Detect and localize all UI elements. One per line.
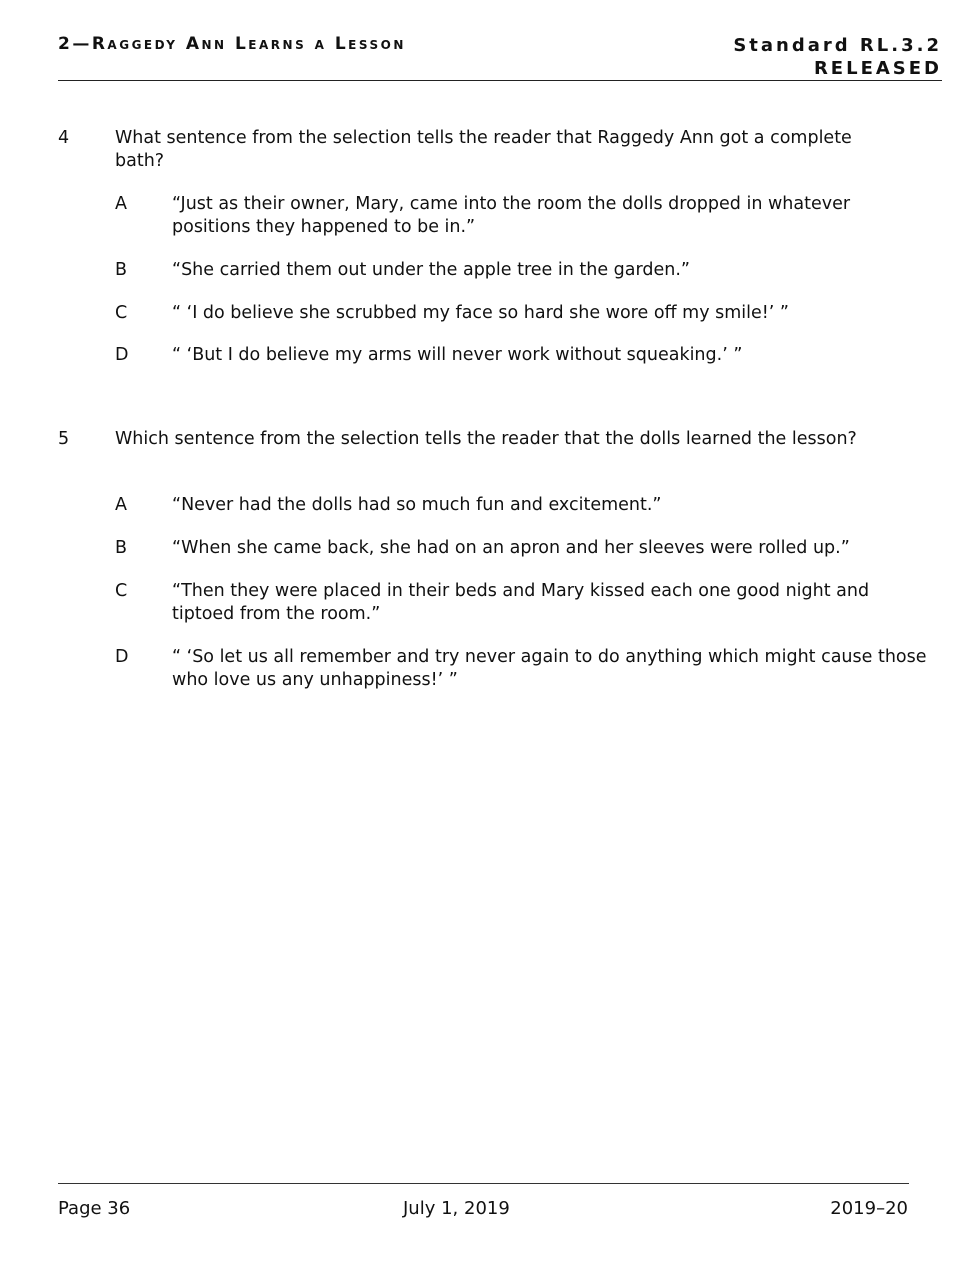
release-date: July 1, 2019 bbox=[403, 1198, 510, 1219]
option-letter: B bbox=[115, 260, 128, 280]
option-letter: D bbox=[115, 647, 129, 667]
standard-label: Standard RL.3.2 bbox=[733, 35, 942, 56]
option-letter: A bbox=[115, 495, 127, 515]
option-text: “ ‘But I do believe my arms will never work without squeaking.’ ” bbox=[172, 345, 743, 365]
question-number: 4 bbox=[58, 128, 70, 148]
option-letter: D bbox=[115, 345, 129, 365]
page-header bbox=[58, 34, 942, 81]
option-text: “ ‘So let us all remember and try never again to do anything which might cause those who love us any unhappiness!’ ” bbox=[172, 647, 927, 690]
option-letter: A bbox=[115, 194, 127, 214]
selection-name: Raggedy Ann Learns a Lesson bbox=[91, 34, 406, 54]
selection-number: 2— bbox=[58, 34, 92, 54]
option-text: “She carried them out under the apple tree in the garden.” bbox=[172, 260, 690, 280]
option-letter: C bbox=[115, 581, 128, 601]
option-letter: B bbox=[115, 538, 128, 558]
footer-divider bbox=[58, 1183, 909, 1184]
option-text: “ ‘I do believe she scrubbed my face so hard she wore off my smile!’ ” bbox=[172, 303, 789, 323]
option-text: “Never had the dolls had so much fun and excitement.” bbox=[172, 495, 662, 515]
question-stem: Which sentence from the selection tells the reader that the dolls learned the lesson? bbox=[115, 429, 857, 449]
school-year: 2019–20 bbox=[830, 1198, 908, 1219]
question-number: 5 bbox=[58, 429, 70, 449]
selection-title bbox=[58, 34, 406, 54]
option-letter: C bbox=[115, 303, 128, 323]
standard-block bbox=[733, 34, 942, 80]
option-text: “When she came back, she had on an apron and her sleeves were rolled up.” bbox=[172, 538, 850, 558]
option-text: “Just as their owner, Mary, came into the room the dolls dropped in whatever positions they happened to be in.” bbox=[172, 194, 851, 237]
released-label: RELEASED bbox=[813, 58, 942, 79]
option-text: “Then they were placed in their beds and Mary kissed each one good night and tiptoed from the room.” bbox=[172, 581, 870, 624]
question-stem: What sentence from the selection tells the reader that Raggedy Ann got a complete bath? bbox=[115, 128, 852, 171]
page-number: Page 36 bbox=[58, 1198, 131, 1219]
